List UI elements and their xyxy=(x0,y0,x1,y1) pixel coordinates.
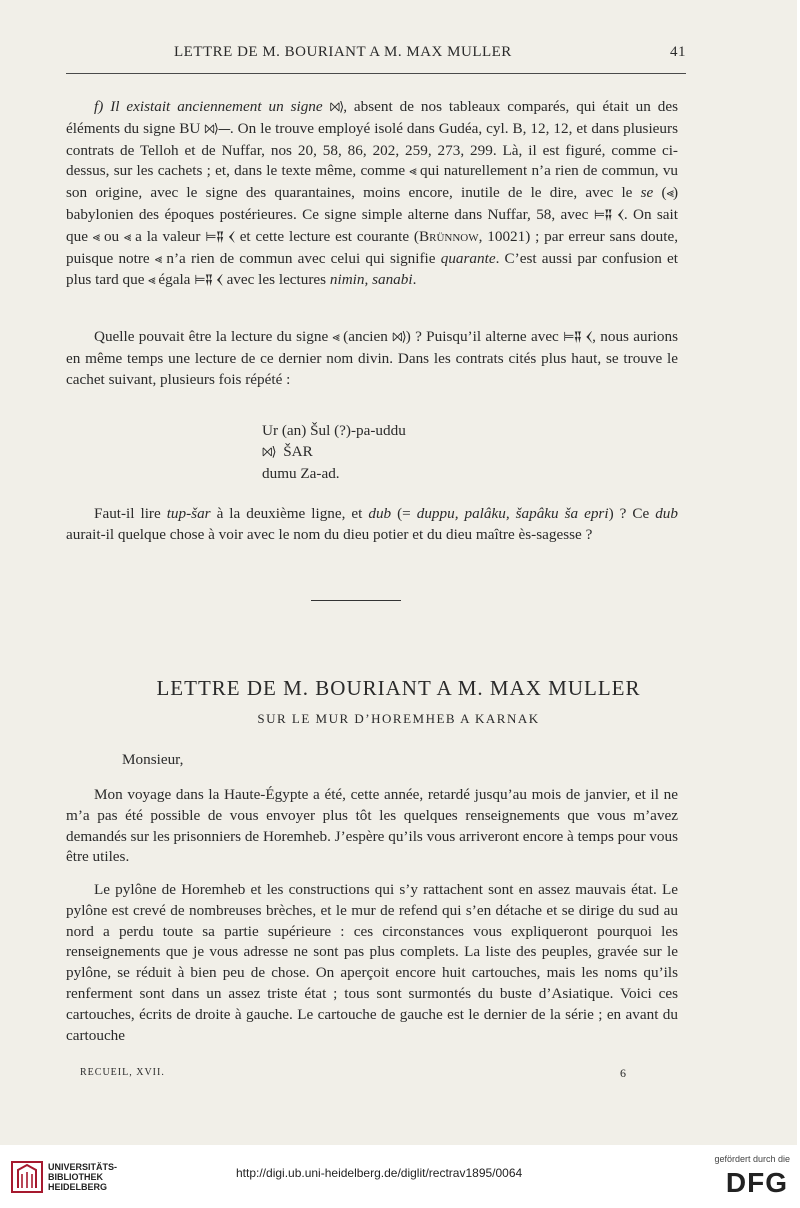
text-run: nimin, sanabi xyxy=(329,271,413,289)
cuneiform-sign: ⨝⟩— xyxy=(204,121,230,137)
text-run: . xyxy=(412,271,417,289)
text-run: Le pylône de Horemheb et les constructions qui s’y rattachent sont en assez mauvais état. Le pylône est crevé de nombreuses brèches, et le mur de refend qui s’en détache et se dirige du sud au nord a perdu toute sa partie supérieure : ces circonstances vous expliqueront pourquoi les renseignements que je vous adresse ne sont pas plus complets. La liste des peuples, gravée sur le pylône, se réduit à bien peu de chose. On aperçoit encore huit cartouches, mais les noms qu’ils renferment sont dans un assez triste état ; tous sont surmontés du buste d’Asiatique. Voici ces cartouches, écrits de droite à gauche. Le cartouche de gauche est le dernier de la série ; en avant du cartouche xyxy=(66,881,678,1044)
seal-line-3: dumu Za-ad. xyxy=(262,465,340,482)
cuneiform-sign: ⊨𒐉 𒌋 xyxy=(205,229,235,245)
cuneiform-sign: ⨝⟩ xyxy=(262,445,276,460)
text-run: se xyxy=(640,184,654,202)
cuneiform-sign: ⪡ xyxy=(332,330,339,345)
text-run: (= xyxy=(391,505,417,522)
text-run: dub xyxy=(655,505,678,522)
cuneiform-sign: ⨝⟩ xyxy=(329,100,344,115)
letter-subheading: SUR LE MUR D’HOREMHEB A KARNAK xyxy=(257,711,540,726)
text-run: . On sait que xyxy=(66,205,678,245)
footer-volume: RECUEIL, XVII. xyxy=(80,1067,165,1078)
section-f-paragraph xyxy=(66,97,678,292)
footer-signature: 6 xyxy=(620,1066,626,1080)
cuneiform-sign: ⊨𒐉 𒌋 xyxy=(593,207,624,223)
institution-name xyxy=(48,1162,117,1192)
text-run: qui naturellement n’a rien de commun, vu son origine, avec le signe des quarantaines, moins encore, inutile de le dire, avec le xyxy=(66,162,679,202)
text-run: ) ? Ce xyxy=(608,505,656,522)
permalink-url[interactable]: http://digi.ub.uni-heidelberg.de/diglit/rectrav1895/0064 xyxy=(236,1166,523,1180)
text-run: dub xyxy=(368,505,392,522)
section-separator xyxy=(311,600,401,601)
text-run: duppu, palâku, šapâku ša epri xyxy=(416,505,609,522)
text-run: ou xyxy=(99,227,124,245)
text-run: ( xyxy=(653,184,667,202)
text-run: a la valeur xyxy=(130,227,206,245)
header-rule xyxy=(66,73,686,74)
letter-heading: LETTRE DE M. BOURIANT A M. MAX MULLER xyxy=(156,676,641,700)
salutation: Monsieur, xyxy=(122,751,184,768)
text-run: tup-šar xyxy=(166,505,211,522)
text-run: à la deuxième ligne, et xyxy=(210,505,369,522)
institution-line: UNIVERSITÄTS- xyxy=(48,1162,118,1172)
text-run: , 10021) ; par erreur sans doute, puisque notre xyxy=(66,227,678,267)
text-run: avec les lectures xyxy=(222,271,330,289)
cuneiform-sign: ⪡ xyxy=(154,251,162,267)
text-run: (ancien xyxy=(338,328,393,345)
text-run: aurait-il quelque chose à voir avec le nom du dieu potier et du dieu maître ès-sagesse ? xyxy=(66,525,593,543)
text-run: ŠAR xyxy=(283,443,313,460)
text-run: , absent de nos tableaux comparés, qui était un des éléments du signe BU xyxy=(66,98,678,137)
text-run: Quelle pouvait être la lecture du signe xyxy=(94,328,333,345)
paragraph-3 xyxy=(66,504,678,546)
seal-inscription xyxy=(262,420,406,484)
page-number: 41 xyxy=(670,44,686,60)
text-run: et cette lecture est courante ( xyxy=(234,227,419,245)
text-run: , nous aurions en même temps une lecture de ce dernier nom divin. Dans les contrats cités plus haut, se trouve le cachet suivant, plusieurs fois répété : xyxy=(66,328,678,388)
cuneiform-sign: ⊨𒐉 𒌋 xyxy=(563,330,593,345)
funder-caption: gefördert durch die xyxy=(714,1154,790,1164)
paragraph-2 xyxy=(66,327,678,390)
seal-line-2 xyxy=(262,441,406,463)
institution-line: HEIDELBERG xyxy=(48,1182,108,1192)
letter-paragraph-1 xyxy=(66,785,678,868)
text-run: Mon voyage dans la Haute-Égypte a été, cette année, retardé jusqu’au mois de janvier, et il ne m’a pas été possible de vous envoyer plus tôt les quelques renseignements que vous m’avez demandés sur les prisonniers de Horemheb. J’espère qu’ils vous arriveront encore à temps pour vous être utiles. xyxy=(66,786,678,866)
text-run: ) babylonien des époques postérieures. Ce signe simple alterne dans Nuffar, 58, avec xyxy=(66,184,678,223)
text-run: ) ? Puisqu’il alterne avec xyxy=(405,328,564,345)
running-head-title: LETTRE DE M. BOURIANT A M. MAX MULLER xyxy=(174,44,512,60)
text-run: quarante xyxy=(440,249,496,267)
cuneiform-sign: ⨝⟩ xyxy=(392,330,406,345)
cuneiform-sign: ⪡ xyxy=(148,273,155,289)
cuneiform-sign: ⪡ xyxy=(409,164,416,180)
cuneiform-sign: ⪡ xyxy=(92,229,100,245)
university-library-logo-icon xyxy=(10,1158,48,1196)
letter-paragraph-2 xyxy=(66,880,678,1046)
seal-line-1: Ur (an) Šul (?)-pa-uddu xyxy=(262,422,406,439)
dfg-logo: DFG xyxy=(725,1167,788,1198)
cuneiform-sign: ⪡ xyxy=(123,229,131,245)
viewer-footer-bar xyxy=(0,1145,800,1208)
text-run: . C’est aussi par confusion et plus tard que xyxy=(66,249,679,289)
cuneiform-sign: ⪡ xyxy=(666,186,673,202)
cuneiform-sign: ⊨𒐉 𒌋 xyxy=(194,273,223,289)
institution-line: BIBLIOTHEK xyxy=(48,1172,103,1182)
text-run: Faut-il lire xyxy=(94,505,167,522)
text-run: n’a rien de commun avec celui qui signifie xyxy=(161,249,441,267)
text-run: f) Il existait anciennement un signe xyxy=(94,98,330,115)
text-run: Brünnow xyxy=(419,227,479,245)
text-run: . On le trouve employé isolé dans Gudéa, cyl. B, 12, 12, et dans plusieurs contrats de Telloh et de Nuffar, nos 20, 58, 86, 202, 259, 273, 299. Là, il est figuré, comme ci-dessus, sur les cachets ; et, dans le texte même, comme xyxy=(66,119,678,180)
text-run: égala xyxy=(154,271,195,289)
